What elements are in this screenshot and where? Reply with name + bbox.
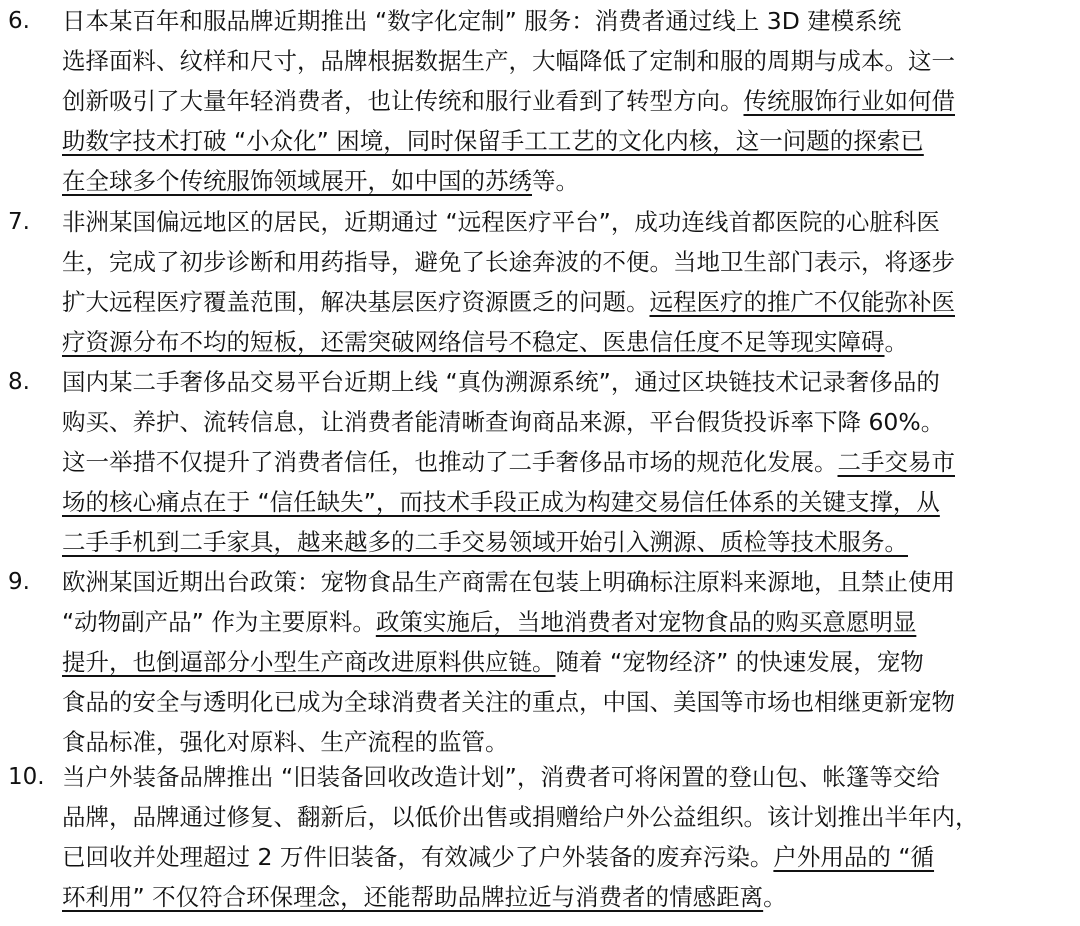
text-line bbox=[62, 563, 1066, 602]
text-segment: 当户外装备品牌推出 “旧装备回收改造计划”，消费者可将闲置的登山包、帐篷等交给 bbox=[62, 763, 940, 791]
text-segment: “动物副产品” 作为主要原料。 bbox=[62, 608, 376, 636]
underlined-text: 二手手机到二手家具，越来越多的二手交易领域开始引入溯源、质检等技术服务。 bbox=[62, 528, 908, 556]
text-line bbox=[62, 643, 1066, 682]
underlined-text: 提升，也倒逼部分小型生产商改进原料供应链。 bbox=[62, 648, 556, 676]
item-number: 8. bbox=[8, 369, 30, 395]
text-line bbox=[62, 403, 1066, 442]
text-segment: 购买、养护、流转信息，让消费者能清晰查询商品来源，平台假货投诉率下降 60%。 bbox=[62, 408, 945, 436]
item-number: 9. bbox=[8, 569, 30, 595]
underlined-text: 传统服饰行业如何借 bbox=[743, 87, 955, 115]
underlined-text: 环利用” 不仅符合环保理念，还能帮助品牌拉近与消费者的情感距离 bbox=[62, 883, 764, 911]
text-segment: 这一举措不仅提升了消费者信任，也推动了二手奢侈品市场的规范化发展。 bbox=[62, 448, 838, 476]
text-segment: 。 bbox=[884, 328, 908, 356]
text-line bbox=[62, 798, 1066, 837]
text-line bbox=[62, 2, 1066, 41]
text-line bbox=[62, 42, 1066, 81]
text-line bbox=[62, 523, 1066, 562]
text-line bbox=[62, 122, 1066, 161]
text-segment: 随着 “宠物经济” 的快速发展，宠物 bbox=[555, 648, 924, 676]
underlined-text: 政策实施后，当地消费者对宠物食品的购买意愿明显 bbox=[375, 608, 917, 636]
text-line bbox=[62, 443, 1066, 482]
item-number: 6. bbox=[8, 8, 30, 34]
text-line bbox=[62, 603, 1066, 642]
text-segment: 非洲某国偏远地区的居民，近期通过 “远程医疗平台”，成功连线首都医院的心脏科医 bbox=[62, 208, 940, 236]
text-line bbox=[62, 243, 1066, 282]
text-segment: 欧洲某国近期出台政策：宠物食品生产商需在包装上明确标注原料来源地，且禁止使用 bbox=[62, 568, 955, 596]
text-line bbox=[62, 683, 1066, 722]
text-segment: 生，完成了初步诊断和用药指导，避免了长途奔波的不便。当地卫生部门表示，将逐步 bbox=[62, 248, 955, 276]
text-segment: 扩大远程医疗覆盖范围，解决基层医疗资源匮乏的问题。 bbox=[62, 288, 650, 316]
text-line bbox=[62, 363, 1066, 402]
item-number: 10. bbox=[8, 764, 45, 790]
underlined-text: 助数字技术打破 “小众化” 困境，同时保留手工工艺的文化内核，这一问题的探索已 bbox=[62, 127, 924, 155]
text-segment: 食品标准，强化对原料、生产流程的监管。 bbox=[62, 728, 509, 756]
text-segment: 选择面料、纹样和尺寸，品牌根据数据生产，大幅降低了定制和服的周期与成本。这一 bbox=[62, 47, 955, 75]
text-line bbox=[62, 82, 1066, 121]
underlined-text: 在全球多个传统服饰领域展开，如中国的苏绣 bbox=[62, 167, 532, 195]
text-line bbox=[62, 723, 1066, 762]
text-segment: 等。 bbox=[532, 167, 579, 195]
text-line bbox=[62, 758, 1066, 797]
text-line bbox=[62, 162, 1066, 201]
item-number: 7. bbox=[8, 209, 30, 235]
text-segment: 创新吸引了大量年轻消费者，也让传统和服行业看到了转型方向。 bbox=[62, 87, 744, 115]
text-segment: 已回收并处理超过 2 万件旧装备，有效减少了户外装备的废弃污染。 bbox=[62, 843, 774, 871]
underlined-text: 二手交易市 bbox=[837, 448, 955, 476]
text-line bbox=[62, 283, 1066, 322]
text-segment: 国内某二手奢侈品交易平台近期上线 “真伪溯源系统”，通过区块链技术记录奢侈品的 bbox=[62, 368, 940, 396]
text-segment: 食品的安全与透明化已成为全球消费者关注的重点，中国、美国等市场也相继更新宠物 bbox=[62, 688, 955, 716]
text-segment: 日本某百年和服品牌近期推出 “数字化定制” 服务：消费者通过线上 3D 建模系统 bbox=[62, 7, 902, 35]
text-line bbox=[62, 838, 1066, 877]
underlined-text: 远程医疗的推广不仅能弥补医 bbox=[649, 288, 955, 316]
underlined-text: 户外用品的 “循 bbox=[773, 843, 935, 871]
text-segment: 品牌，品牌通过修复、翻新后，以低价出售或捐赠给户外公益组织。该计划推出半年内， bbox=[62, 803, 979, 831]
text-line bbox=[62, 483, 1066, 522]
text-line bbox=[62, 323, 1066, 362]
underlined-text: 场的核心痛点在于 “信任缺失”，而技术手段正成为构建交易信任体系的关键支撑，从 bbox=[62, 488, 940, 516]
text-line bbox=[62, 203, 1066, 242]
underlined-text: 疗资源分布不均的短板，还需突破网络信号不稳定、医患信任度不足等现实障碍 bbox=[62, 328, 885, 356]
text-line bbox=[62, 878, 1066, 917]
text-segment: 。 bbox=[763, 883, 787, 911]
